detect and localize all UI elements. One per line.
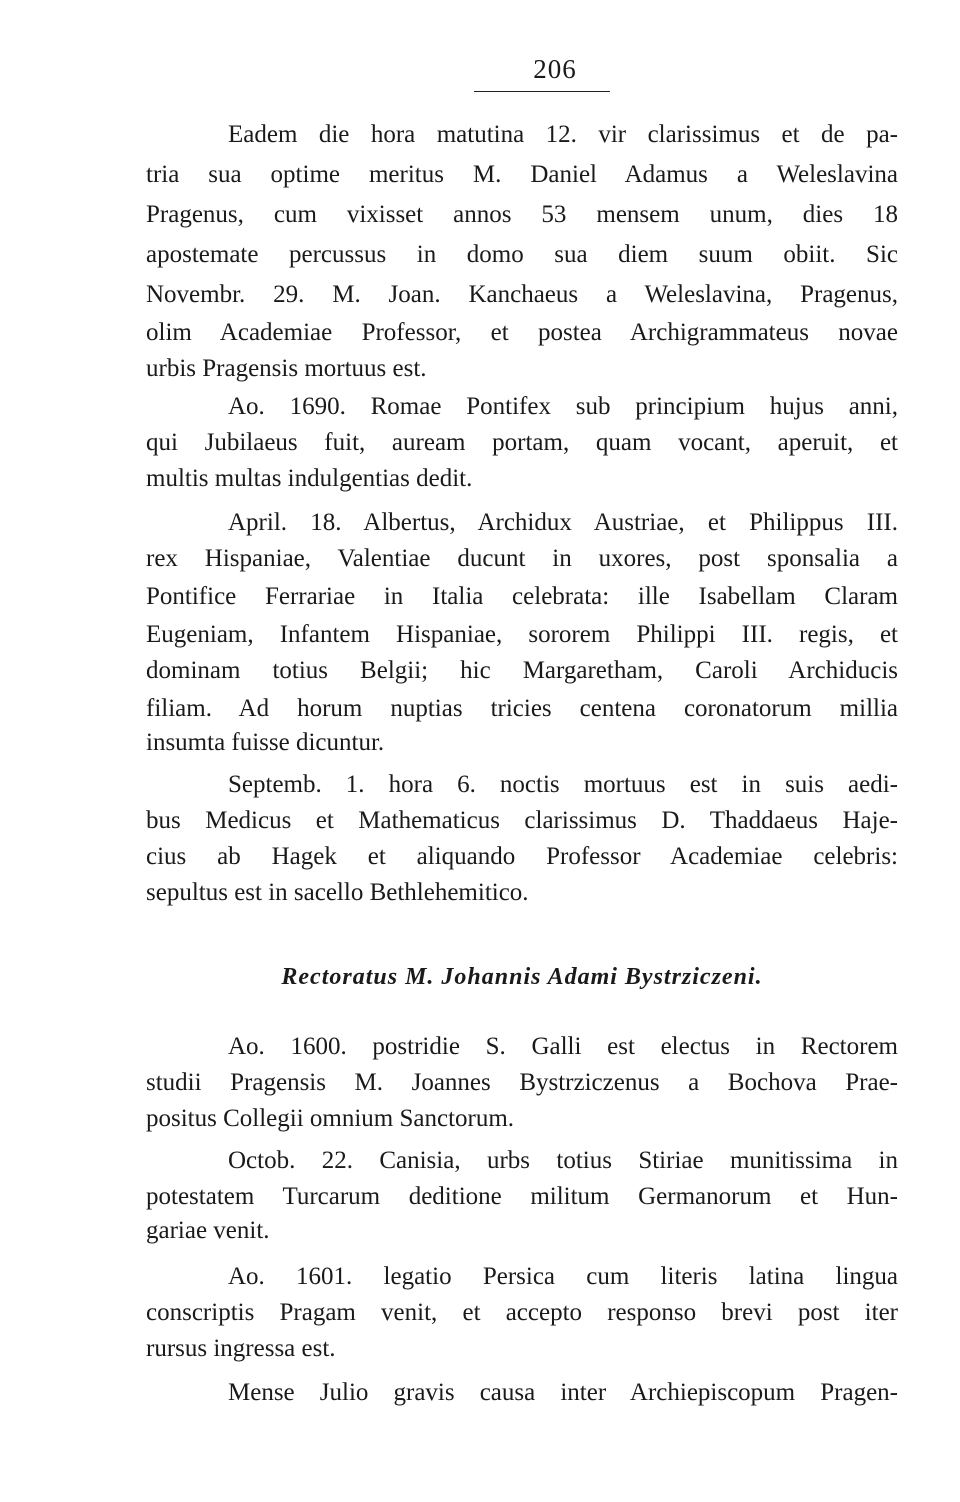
text-line: multis multas indulgentias dedit. bbox=[146, 465, 473, 492]
section-heading: Rectoratus M. Johannis Adami Bystrziczeni. bbox=[281, 964, 763, 990]
text-line: rex Hispaniae, Valentiae ducunt in uxores, post sponsalia a bbox=[146, 545, 898, 572]
text-line: studii Pragensis M. Joannes Bystrziczenus a Bochova Prae- bbox=[146, 1069, 898, 1096]
text-line: Mense Julio gravis causa inter Archiepiscopum Pragen- bbox=[228, 1379, 898, 1406]
text-line: Eugeniam, Infantem Hispaniae, sororem Philippi III. regis, et bbox=[146, 621, 898, 648]
text-line: filiam. Ad horum nuptias tricies centena coronatorum millia bbox=[146, 695, 898, 722]
text-line: Ao. 1601. legatio Persica cum literis latina lingua bbox=[228, 1263, 898, 1290]
text-line: urbis Pragensis mortuus est. bbox=[146, 355, 427, 382]
text-line: rursus ingressa est. bbox=[146, 1335, 336, 1362]
page-number-rule bbox=[474, 91, 610, 92]
text-line: tria sua optime meritus M. Daniel Adamus a Weleslavina bbox=[146, 161, 898, 188]
text-line: Ao. 1600. postridie S. Galli est electus in Rectorem bbox=[228, 1033, 898, 1060]
text-line: qui Jubilaeus fuit, auream portam, quam vocant, aperuit, et bbox=[146, 429, 898, 456]
text-line: dominam totius Belgii; hic Margaretham, Caroli Archiducis bbox=[146, 657, 898, 684]
text-line: sepultus est in sacello Bethlehemitico. bbox=[146, 879, 529, 906]
text-line: Pontifice Ferrariae in Italia celebrata: ille Isabellam Claram bbox=[146, 583, 898, 610]
text-line: olim Academiae Professor, et postea Archigrammateus novae bbox=[146, 319, 898, 346]
text-line: Novembr. 29. M. Joan. Kanchaeus a Weleslavina, Pragenus, bbox=[146, 281, 898, 308]
text-line: apostemate percussus in domo sua diem suum obiit. Sic bbox=[146, 241, 898, 268]
text-line: Eadem die hora matutina 12. vir clarissimus et de pa- bbox=[228, 121, 898, 148]
text-line: Pragenus, cum vixisset annos 53 mensem unum, dies 18 bbox=[146, 201, 898, 228]
text-line: Septemb. 1. hora 6. noctis mortuus est in suis aedi- bbox=[228, 771, 898, 798]
text-line: conscriptis Pragam venit, et accepto responso brevi post iter bbox=[146, 1299, 898, 1326]
page-number: 206 bbox=[533, 54, 577, 84]
text-line: Octob. 22. Canisia, urbs totius Stiriae munitissima in bbox=[228, 1147, 898, 1174]
text-line: gariae venit. bbox=[146, 1217, 270, 1244]
text-line: Ao. 1690. Romae Pontifex sub principium hujus anni, bbox=[228, 393, 898, 420]
text-line: bus Medicus et Mathematicus clarissimus D. Thaddaeus Haje- bbox=[146, 807, 898, 834]
text-line: potestatem Turcarum deditione militum Germanorum et Hun- bbox=[146, 1183, 898, 1210]
text-line: insumta fuisse dicuntur. bbox=[146, 729, 385, 756]
text-line: April. 18. Albertus, Archidux Austriae, et Philippus III. bbox=[228, 509, 898, 536]
text-line: positus Collegii omnium Sanctorum. bbox=[146, 1105, 515, 1132]
text-line: cius ab Hagek et aliquando Professor Academiae celebris: bbox=[146, 843, 898, 870]
